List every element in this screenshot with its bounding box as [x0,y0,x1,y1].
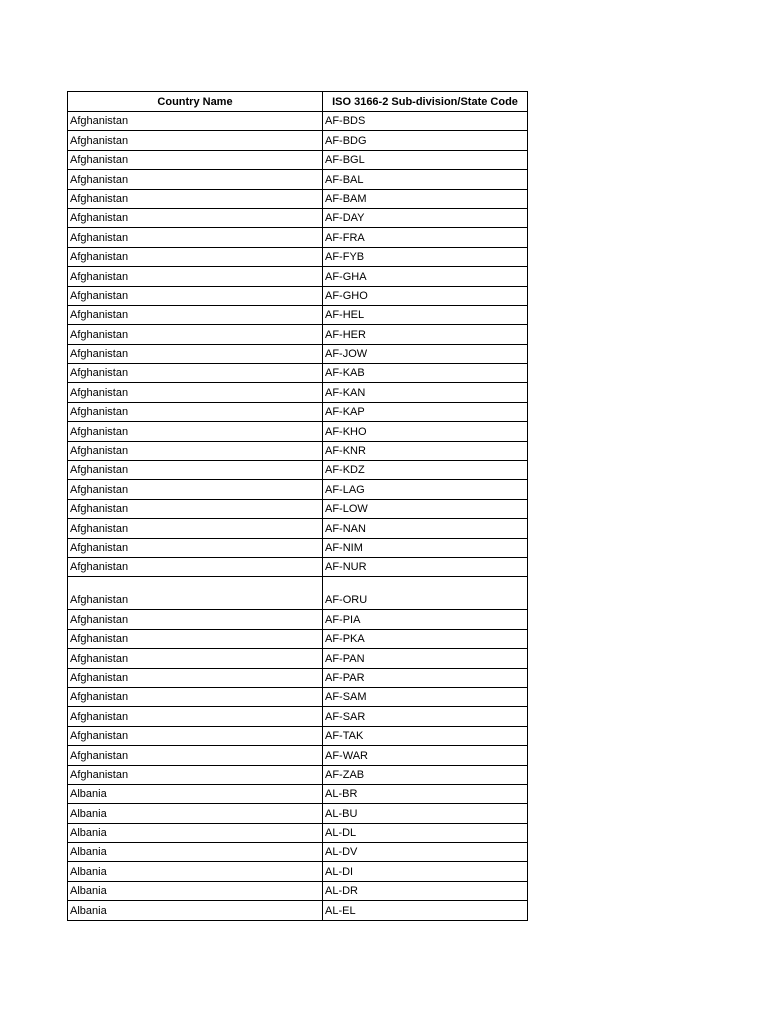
state-code-cell: AF-GHA [323,267,528,286]
country-name-cell: Afghanistan [68,325,323,344]
country-name-cell: Afghanistan [68,557,323,576]
table-row [68,538,528,557]
state-code-cell: AF-NIM [323,538,528,557]
country-name-cell: Afghanistan [68,344,323,363]
table-row [68,325,528,344]
state-code-cell: AF-PKA [323,629,528,648]
table-row [68,862,528,881]
table-row [68,170,528,189]
table-row [68,480,528,499]
state-code-cell: AF-KAP [323,402,528,421]
table-row [68,364,528,383]
country-name-cell: Afghanistan [68,668,323,687]
state-code-cell: AF-ORU [323,577,528,610]
table-row [68,441,528,460]
country-name-cell: Albania [68,862,323,881]
state-code-cell: AF-BAM [323,189,528,208]
table-row [68,784,528,803]
state-code-cell: AF-KDZ [323,461,528,480]
state-code-cell: AF-TAK [323,726,528,745]
country-name-cell: Afghanistan [68,707,323,726]
state-code-cell: AF-FYB [323,247,528,266]
country-name-cell: Afghanistan [68,305,323,324]
country-name-cell: Albania [68,823,323,842]
country-name-cell: Afghanistan [68,112,323,131]
table-row [68,383,528,402]
table-row [68,804,528,823]
header-state-code: ISO 3166-2 Sub-division/State Code [323,92,528,112]
table-row [68,746,528,765]
table-row [68,499,528,518]
table-row [68,649,528,668]
table-row [68,286,528,305]
country-name-cell: Afghanistan [68,441,323,460]
country-name-cell: Albania [68,901,323,920]
state-code-cell: AL-BR [323,784,528,803]
table-row [68,668,528,687]
state-code-cell: AF-HEL [323,305,528,324]
state-code-cell: AF-NUR [323,557,528,576]
table-row [68,150,528,169]
state-code-cell: AF-LOW [323,499,528,518]
state-code-cell: AF-SAM [323,687,528,706]
state-code-cell: AL-DL [323,823,528,842]
table-row [68,112,528,131]
country-name-cell: Afghanistan [68,629,323,648]
state-code-cell: AF-BDS [323,112,528,131]
state-code-cell: AL-BU [323,804,528,823]
country-name-cell: Afghanistan [68,610,323,629]
country-name-cell: Afghanistan [68,765,323,784]
country-name-cell: Afghanistan [68,499,323,518]
table-row [68,208,528,227]
table-row [68,707,528,726]
state-code-cell: AF-HER [323,325,528,344]
state-code-cell: AF-PAN [323,649,528,668]
country-name-cell: Afghanistan [68,189,323,208]
state-code-cell: AF-JOW [323,344,528,363]
country-name-cell: Afghanistan [68,746,323,765]
table-row [68,228,528,247]
country-name-cell: Afghanistan [68,687,323,706]
country-name-cell: Afghanistan [68,726,323,745]
table-row [68,422,528,441]
state-code-cell: AF-WAR [323,746,528,765]
table-row [68,519,528,538]
table-row [68,687,528,706]
table-row [68,267,528,286]
country-name-cell: Afghanistan [68,649,323,668]
state-code-cell: AF-ZAB [323,765,528,784]
country-name-cell: Afghanistan [68,480,323,499]
table-row [68,131,528,150]
state-code-cell: AL-DV [323,843,528,862]
table-header-row [68,92,528,112]
state-code-cell: AF-DAY [323,208,528,227]
state-code-cell: AF-KAB [323,364,528,383]
table-row [68,726,528,745]
table-row [68,189,528,208]
table-row [68,461,528,480]
country-name-cell: Afghanistan [68,519,323,538]
state-code-cell: AF-FRA [323,228,528,247]
country-name-cell: Albania [68,843,323,862]
state-code-cell: AF-KAN [323,383,528,402]
table-row [68,901,528,920]
state-code-cell: AF-KHO [323,422,528,441]
state-code-cell: AL-DR [323,881,528,900]
country-name-cell: Afghanistan [68,577,323,610]
iso-code-table [67,91,528,921]
state-code-cell: AF-PIA [323,610,528,629]
header-country-name: Country Name [68,92,323,112]
country-name-cell: Albania [68,881,323,900]
table-row [68,344,528,363]
table-row [68,557,528,576]
country-name-cell: Afghanistan [68,383,323,402]
table-row [68,402,528,421]
country-name-cell: Afghanistan [68,131,323,150]
country-name-cell: Afghanistan [68,247,323,266]
state-code-cell: AF-LAG [323,480,528,499]
table-row [68,843,528,862]
state-code-cell: AL-EL [323,901,528,920]
table-body [68,112,528,921]
table-row [68,305,528,324]
table-row [68,823,528,842]
country-name-cell: Albania [68,804,323,823]
country-name-cell: Afghanistan [68,267,323,286]
state-code-cell: AF-BAL [323,170,528,189]
country-name-cell: Afghanistan [68,461,323,480]
state-code-cell: AF-BDG [323,131,528,150]
state-code-cell: AL-DI [323,862,528,881]
country-name-cell: Afghanistan [68,170,323,189]
country-name-cell: Afghanistan [68,422,323,441]
state-code-cell: AF-PAR [323,668,528,687]
country-name-cell: Afghanistan [68,402,323,421]
state-code-cell: AF-BGL [323,150,528,169]
table-row [68,629,528,648]
country-name-cell: Afghanistan [68,208,323,227]
table-row [68,577,528,610]
state-code-cell: AF-NAN [323,519,528,538]
state-code-cell: AF-KNR [323,441,528,460]
country-name-cell: Afghanistan [68,228,323,247]
state-code-cell: AF-SAR [323,707,528,726]
country-name-cell: Afghanistan [68,538,323,557]
country-name-cell: Afghanistan [68,150,323,169]
country-name-cell: Afghanistan [68,364,323,383]
table-row [68,610,528,629]
country-name-cell: Albania [68,784,323,803]
state-code-cell: AF-GHO [323,286,528,305]
country-name-cell: Afghanistan [68,286,323,305]
table-row [68,881,528,900]
table-row [68,765,528,784]
table-row [68,247,528,266]
